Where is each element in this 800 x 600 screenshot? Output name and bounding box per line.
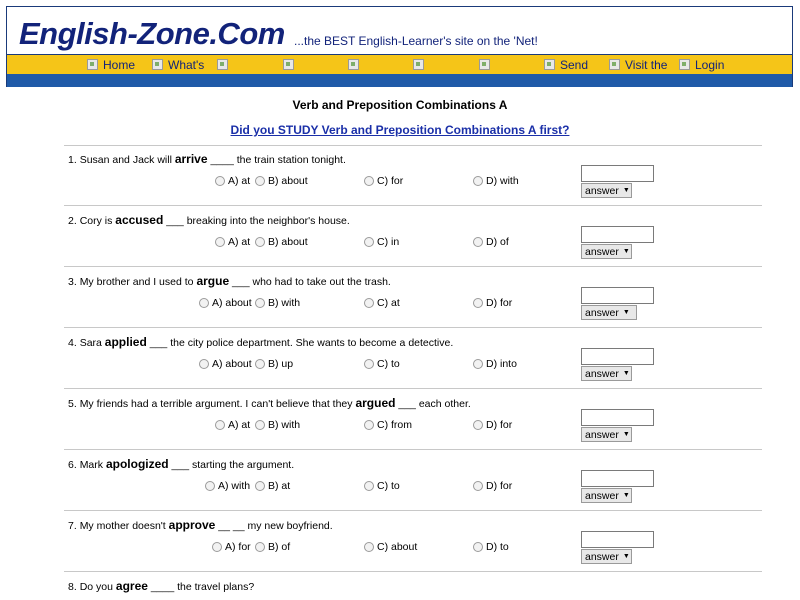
question-blank: ___ bbox=[171, 459, 190, 471]
question-after: __ my new boyfriend. bbox=[232, 520, 333, 532]
answer-dropdown-label: answer bbox=[585, 306, 619, 319]
nav-item-label: Home bbox=[103, 57, 136, 72]
answer-option[interactable] bbox=[215, 236, 250, 248]
option-label: B) about bbox=[268, 175, 308, 187]
answer-option[interactable] bbox=[473, 358, 517, 370]
question-verb: arrive bbox=[174, 152, 208, 166]
divider bbox=[64, 510, 762, 511]
question-after: breaking into the neighbor's house. bbox=[186, 215, 350, 227]
question-text bbox=[68, 518, 333, 532]
option-radio[interactable] bbox=[255, 420, 265, 430]
nav-item-what-s[interactable] bbox=[152, 57, 204, 72]
question-num: 3. bbox=[68, 276, 77, 288]
option-label: A) about bbox=[212, 358, 252, 370]
site-header bbox=[6, 6, 793, 87]
divider bbox=[64, 571, 762, 572]
question-num: 1. bbox=[68, 154, 77, 166]
nav-image-icon bbox=[609, 59, 620, 70]
question-before: My friends had a terrible argument. I can't believe that they bbox=[79, 398, 353, 410]
option-radio[interactable] bbox=[205, 481, 215, 491]
site-tagline: ...the BEST English-Learner's site on the 'Net! bbox=[294, 34, 538, 48]
question-before: Susan and Jack will bbox=[79, 154, 172, 166]
option-radio[interactable] bbox=[255, 298, 265, 308]
brand-row bbox=[7, 7, 792, 54]
caret-down-icon: ▼ bbox=[622, 370, 630, 377]
question-num: 8. bbox=[68, 581, 77, 593]
answer-option[interactable] bbox=[255, 236, 308, 248]
answer-option[interactable] bbox=[255, 480, 290, 492]
answer-option[interactable] bbox=[205, 480, 250, 492]
question-text bbox=[68, 152, 346, 166]
quiz-title: Verb and Preposition Combinations A bbox=[292, 98, 508, 112]
question-text bbox=[68, 396, 471, 410]
option-label: A) at bbox=[228, 236, 251, 248]
answer-option[interactable] bbox=[255, 419, 300, 431]
question-verb: argue bbox=[196, 274, 230, 288]
caret-down-icon: ▼ bbox=[622, 187, 630, 194]
option-label: C) at bbox=[377, 297, 400, 309]
question-blank: ___ bbox=[232, 276, 250, 288]
question-blank: ___ bbox=[166, 215, 184, 227]
question-text bbox=[68, 335, 453, 349]
option-radio[interactable] bbox=[364, 298, 374, 308]
option-radio[interactable] bbox=[255, 359, 265, 369]
option-radio[interactable] bbox=[215, 420, 225, 430]
option-radio[interactable] bbox=[473, 359, 483, 369]
nav-image-icon bbox=[87, 59, 98, 70]
nav-item-blank-5[interactable] bbox=[413, 57, 429, 72]
option-radio[interactable] bbox=[473, 481, 483, 491]
question-before: Do you bbox=[79, 581, 113, 593]
nav-image-icon bbox=[283, 59, 294, 70]
option-radio[interactable] bbox=[364, 176, 374, 186]
option-radio[interactable] bbox=[473, 237, 483, 247]
answer-option[interactable] bbox=[364, 541, 417, 553]
answer-option[interactable] bbox=[473, 480, 512, 492]
nav-item-blank-3[interactable] bbox=[283, 57, 299, 72]
nav-image-icon bbox=[348, 59, 359, 70]
option-radio[interactable] bbox=[364, 237, 374, 247]
option-label: C) about bbox=[377, 541, 418, 553]
nav-image-icon bbox=[544, 59, 555, 70]
question-text bbox=[68, 213, 350, 227]
answer-dropdown-label: answer bbox=[585, 245, 619, 258]
question-after: the train station tonight. bbox=[236, 154, 346, 166]
question-verb: apologized bbox=[105, 457, 169, 471]
answer-option[interactable] bbox=[364, 358, 400, 370]
option-label: B) with bbox=[268, 419, 301, 431]
divider bbox=[64, 266, 762, 267]
answer-field[interactable] bbox=[581, 409, 654, 426]
answer-dropdown[interactable] bbox=[581, 549, 632, 564]
nav-item-blank-4[interactable] bbox=[348, 57, 364, 72]
answer-field[interactable] bbox=[581, 531, 654, 548]
option-label: A) with bbox=[218, 480, 251, 492]
question-before: My mother doesn't bbox=[79, 520, 166, 532]
question-num: 7. bbox=[68, 520, 77, 532]
answer-dropdown-label: answer bbox=[585, 428, 619, 441]
answer-dropdown-label: answer bbox=[585, 184, 619, 197]
answer-option[interactable] bbox=[473, 236, 509, 248]
option-radio[interactable] bbox=[255, 176, 265, 186]
option-label: B) with bbox=[268, 297, 301, 309]
nav-item-blank-2[interactable] bbox=[217, 57, 233, 72]
option-radio[interactable] bbox=[473, 542, 483, 552]
question-verb: applied bbox=[104, 335, 147, 349]
nav-item-visit-the[interactable] bbox=[609, 57, 667, 72]
nav-image-icon bbox=[679, 59, 690, 70]
answer-option[interactable] bbox=[364, 419, 412, 431]
option-label: A) at bbox=[228, 175, 251, 187]
option-label: B) at bbox=[268, 480, 291, 492]
option-radio[interactable] bbox=[255, 237, 265, 247]
question-verb: argued bbox=[355, 396, 396, 410]
nav-item-label: Send bbox=[560, 57, 589, 72]
answer-dropdown-label: answer bbox=[585, 550, 619, 563]
option-label: D) with bbox=[486, 175, 519, 187]
nav-image-icon bbox=[217, 59, 228, 70]
option-label: A) for bbox=[225, 541, 251, 553]
answer-field[interactable] bbox=[581, 470, 654, 487]
divider bbox=[64, 449, 762, 450]
nav-image-icon bbox=[413, 59, 424, 70]
option-radio[interactable] bbox=[255, 481, 265, 491]
nav-image-icon bbox=[152, 59, 163, 70]
question-text bbox=[68, 274, 391, 288]
option-radio[interactable] bbox=[473, 298, 483, 308]
option-label: D) into bbox=[486, 358, 517, 370]
question-num: 5. bbox=[68, 398, 77, 410]
question-verb: accused bbox=[115, 213, 164, 227]
divider bbox=[64, 145, 762, 146]
option-radio[interactable] bbox=[473, 176, 483, 186]
question-after: each other. bbox=[418, 398, 471, 410]
question-after: the city police department. She wants to become a detective. bbox=[170, 337, 454, 349]
question-blank: ___ bbox=[398, 398, 416, 410]
option-label: D) for bbox=[486, 419, 513, 431]
answer-option[interactable] bbox=[255, 541, 290, 553]
option-label: D) for bbox=[486, 480, 513, 492]
divider bbox=[64, 205, 762, 206]
question-before: My brother and I used to bbox=[79, 276, 194, 288]
answer-field[interactable] bbox=[581, 287, 654, 304]
question-verb: approve bbox=[168, 518, 216, 532]
answer-field[interactable] bbox=[581, 165, 654, 182]
option-radio[interactable] bbox=[364, 542, 374, 552]
question-blank: ____ bbox=[210, 154, 234, 166]
option-radio[interactable] bbox=[364, 420, 374, 430]
option-radio[interactable] bbox=[199, 298, 209, 308]
option-radio[interactable] bbox=[473, 420, 483, 430]
question-num: 4. bbox=[68, 337, 77, 349]
question-after: the travel plans? bbox=[177, 581, 255, 593]
option-label: C) in bbox=[377, 236, 400, 248]
answer-option[interactable] bbox=[199, 358, 252, 370]
question-blank: __ bbox=[218, 520, 230, 532]
option-label: C) to bbox=[377, 480, 400, 492]
question-num: 2. bbox=[68, 215, 77, 227]
option-radio[interactable] bbox=[364, 481, 374, 491]
nav-image-icon bbox=[479, 59, 490, 70]
answer-dropdown[interactable] bbox=[581, 488, 632, 503]
option-radio[interactable] bbox=[212, 542, 222, 552]
option-radio[interactable] bbox=[215, 176, 225, 186]
answer-option[interactable] bbox=[255, 297, 300, 309]
question-text bbox=[68, 457, 294, 471]
answer-option[interactable] bbox=[215, 175, 250, 187]
question-before: Sara bbox=[79, 337, 102, 349]
option-label: D) to bbox=[486, 541, 509, 553]
answer-option[interactable] bbox=[364, 175, 403, 187]
answer-option[interactable] bbox=[212, 541, 251, 553]
question-text bbox=[68, 579, 254, 593]
option-label: B) about bbox=[268, 236, 308, 248]
answer-option[interactable] bbox=[199, 297, 252, 309]
study-link[interactable]: Did you STUDY Verb and Preposition Combinations A first? bbox=[230, 123, 570, 137]
nav-item-home[interactable] bbox=[87, 57, 135, 72]
answer-option[interactable] bbox=[364, 480, 400, 492]
nav-item-label: Visit the bbox=[625, 57, 668, 72]
answer-field[interactable] bbox=[581, 226, 654, 243]
answer-option[interactable] bbox=[215, 419, 250, 431]
nav-item-send[interactable] bbox=[544, 57, 588, 72]
question-before: Cory is bbox=[79, 215, 113, 227]
option-label: D) of bbox=[486, 236, 509, 248]
header-strip bbox=[7, 74, 792, 87]
question-num: 6. bbox=[68, 459, 77, 471]
option-label: C) for bbox=[377, 175, 404, 187]
option-label: A) about bbox=[212, 297, 252, 309]
question-after: who had to take out the trash. bbox=[252, 276, 391, 288]
option-label: C) from bbox=[377, 419, 412, 431]
answer-option[interactable] bbox=[255, 358, 293, 370]
answer-dropdown[interactable] bbox=[581, 305, 637, 320]
site-logo[interactable]: English-Zone.Com bbox=[19, 16, 285, 51]
question-before: Mark bbox=[79, 459, 104, 471]
caret-down-icon: ▼ bbox=[622, 248, 630, 255]
nav-item-label: Login bbox=[695, 57, 725, 72]
option-label: B) up bbox=[268, 358, 294, 370]
answer-option[interactable] bbox=[473, 541, 509, 553]
answer-dropdown[interactable] bbox=[581, 244, 632, 259]
answer-option[interactable] bbox=[255, 175, 308, 187]
answer-field[interactable] bbox=[581, 348, 654, 365]
option-label: C) to bbox=[377, 358, 400, 370]
answer-dropdown[interactable] bbox=[581, 366, 632, 381]
question-verb: agree bbox=[115, 579, 148, 593]
nav-bar bbox=[7, 54, 792, 75]
answer-dropdown-label: answer bbox=[585, 367, 619, 380]
answer-dropdown[interactable] bbox=[581, 183, 632, 198]
option-radio[interactable] bbox=[255, 542, 265, 552]
question-blank: ____ bbox=[150, 581, 175, 593]
answer-option[interactable] bbox=[364, 236, 399, 248]
answer-option[interactable] bbox=[473, 297, 512, 309]
answer-dropdown-label: answer bbox=[585, 489, 619, 502]
caret-down-icon: ▼ bbox=[622, 492, 630, 499]
answer-option[interactable] bbox=[364, 297, 400, 309]
answer-option[interactable] bbox=[473, 419, 512, 431]
option-label: A) at bbox=[228, 419, 251, 431]
option-radio[interactable] bbox=[364, 359, 374, 369]
question-after: starting the argument. bbox=[192, 459, 295, 471]
option-label: D) for bbox=[486, 297, 513, 309]
nav-item-login[interactable] bbox=[679, 57, 724, 72]
answer-dropdown[interactable] bbox=[581, 427, 632, 442]
option-radio[interactable] bbox=[199, 359, 209, 369]
nav-item-label: What's bbox=[168, 57, 205, 72]
option-label: B) of bbox=[268, 541, 291, 553]
caret-down-icon: ▼ bbox=[622, 431, 630, 438]
caret-down-icon: ▼ bbox=[622, 553, 630, 560]
question-blank: ___ bbox=[149, 337, 168, 349]
divider bbox=[64, 388, 762, 389]
option-radio[interactable] bbox=[215, 237, 225, 247]
caret-down-icon: ▼ bbox=[622, 309, 630, 316]
answer-option[interactable] bbox=[473, 175, 519, 187]
nav-item-blank-6[interactable] bbox=[479, 57, 495, 72]
divider bbox=[64, 327, 762, 328]
